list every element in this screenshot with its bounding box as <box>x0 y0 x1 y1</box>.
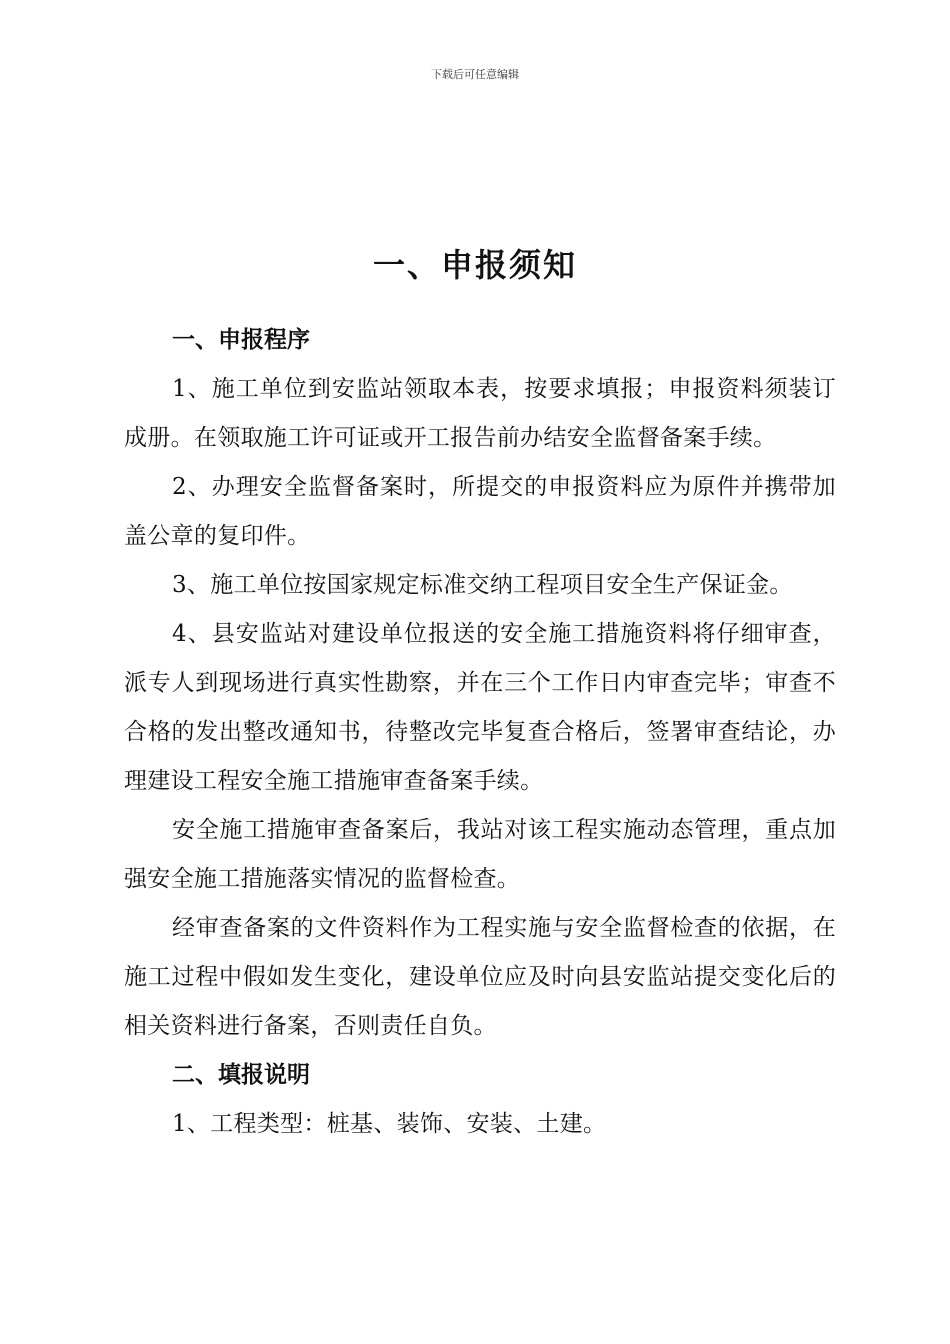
document-title: 一、申报须知 <box>372 246 577 284</box>
paragraph: 安全施工措施审查备案后，我站对该工程实施动态管理，重点加强安全施工措施落实情况的监督检查。 <box>124 817 836 892</box>
document-body <box>124 316 836 1149</box>
section-heading-procedure: 一、申报程序 <box>172 327 310 353</box>
paragraph: 3、施工单位按国家规定标准交纳工程项目安全生产保证金。 <box>172 572 793 598</box>
header-note: 下载后可任意编辑 <box>431 68 519 81</box>
section-heading-instructions: 二、填报说明 <box>172 1062 310 1088</box>
paragraph: 1、施工单位到安监站领取本表，按要求填报；申报资料须装订成册。在领取施工许可证或开工报告前办结安全监督备案手续。 <box>124 376 836 451</box>
paragraph: 经审查备案的文件资料作为工程实施与安全监督检查的依据，在施工过程中假如发生变化，建设单位应及时向县安监站提交变化后的相关资料进行备案，否则责任自负。 <box>124 915 836 1039</box>
paragraph: 1、工程类型：桩基、装饰、安装、土建。 <box>172 1111 607 1137</box>
paragraph: 4、县安监站对建设单位报送的安全施工措施资料将仔细审查，派专人到现场进行真实性勘察，并在三个工作日内审查完毕；审查不合格的发出整改通知书，待整改完毕复查合格后，签署审查结论，办理建设工程安全施工措施审查备案手续。 <box>124 621 836 794</box>
paragraph: 2、办理安全监督备案时，所提交的申报资料应为原件并携带加盖公章的复印件。 <box>124 474 836 549</box>
